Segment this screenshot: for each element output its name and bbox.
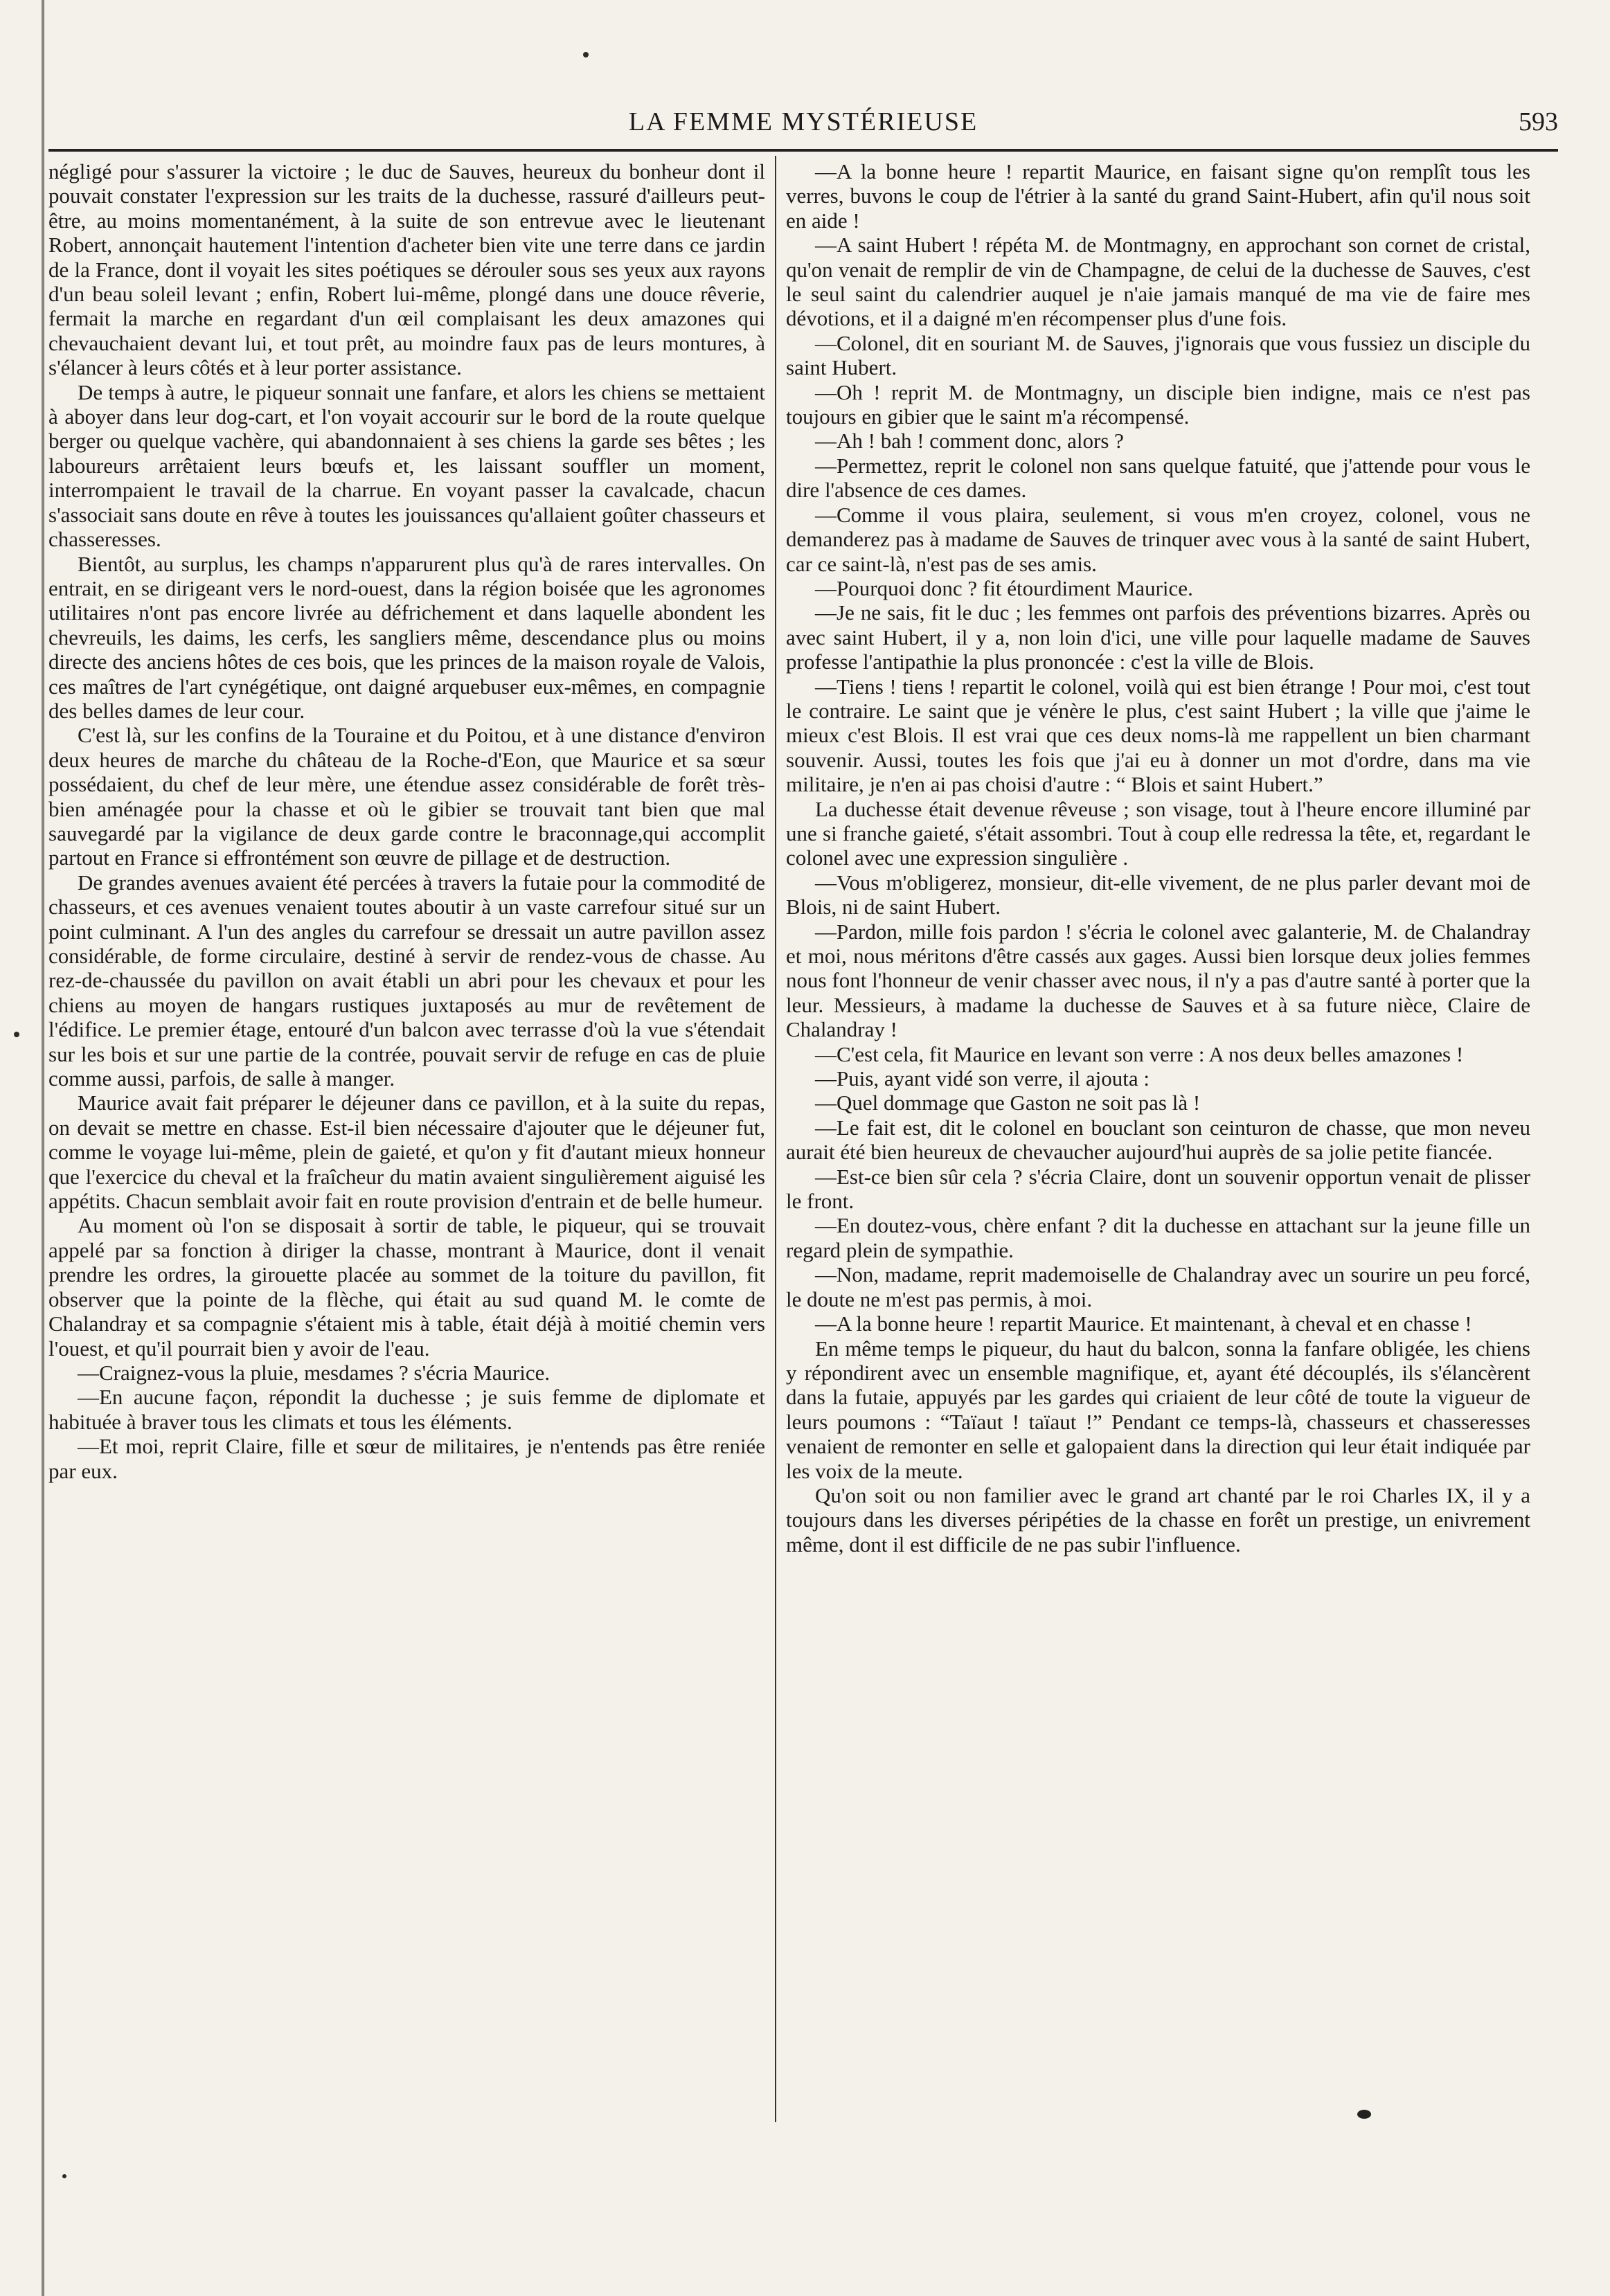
paragraph: —En aucune façon, répondit la duchesse ; je suis femme de diplomate et habituée à braver tous les climats et tous les éléments. — [48, 1385, 765, 1434]
paragraph: —Le fait est, dit le colonel en bouclant son ceinturon de chasse, que mon neveu aurait été bien heureux de chevaucher aujourd'hui auprès de sa jolie petite fiancée. — [786, 1115, 1530, 1165]
paragraph: —Vous m'obligerez, monsieur, dit-elle vivement, de ne plus parler devant moi de Blois, ni de saint Hubert. — [786, 870, 1530, 920]
paragraph: —Comme il vous plaira, seulement, si vous m'en croyez, colonel, vous ne demanderez pas à madame de Sauves de trinquer avec vous à la santé de saint Hubert, car ce saint-là, n'est pas de ses amis. — [786, 502, 1530, 576]
paragraph: En même temps le piqueur, du haut du balcon, sonna la fanfare obligée, les chiens y répondirent avec un ensemble magnifique, et, ayant été découplés, ils s'élancèrent dans la futaie, appuyés par les gardes qui criaient de leur côté de toute la vigueur de leurs poumons : “Taïaut ! taïaut !” Pendant ce temps-là, chasseurs et chasseresses venaient de remonter en selle et galopaient dans la direction qui leur était indiquée par les voix de la meute. — [786, 1336, 1530, 1483]
paragraph: —A saint Hubert ! répéta M. de Montmagny, en approchant son cornet de cristal, qu'on venait de remplir de vin de Champagne, de celui de la duchesse de Sauves, c'est le seul saint du calendrier auquel je n'aie jamais manqué de ma vie de faire mes dévotions, et il a daigné m'en récompenser plus d'une fois. — [786, 233, 1530, 331]
paragraph: —En doutez-vous, chère enfant ? dit la duchesse en attachant sur la jeune fille un regard plein de sympathie. — [786, 1213, 1530, 1262]
paragraph: —Et moi, reprit Claire, fille et sœur de militaires, je n'entends pas être reniée par eux. — [48, 1434, 765, 1483]
paragraph: —C'est cela, fit Maurice en levant son verre : A nos deux belles amazones ! — [815, 1041, 1464, 1066]
header-rule — [48, 149, 1558, 152]
paragraph: —Je ne sais, fit le duc ; les femmes ont parfois des préventions bizarres. Après ou avec saint Hubert, il y a, non loin d'ici, une ville pour laquelle madame de Sauves professe l'antipathie la plus prononcée : c'est la ville de Blois. — [786, 600, 1530, 674]
paragraph: —A la bonne heure ! repartit Maurice, en faisant signe qu'on remplît tous les verres, buvons le coup de l'étrier à la santé du grand Saint-Hubert, afin qu'il nous soit en aide ! — [786, 159, 1530, 233]
column-divider — [775, 156, 776, 2122]
paragraph: —Tiens ! tiens ! repartit le colonel, voilà qui est bien étrange ! Pour moi, c'est tout le contraire. Le saint que je vénère le plus, c'est saint Hubert ; la ville que j'aime le mieux c'est Blois. Il est vrai que ces deux noms-là me rappellent un bien charmant souvenir. Aussi, toutes les fois que j'ai eu à donner un mot d'ordre, dans ma vie militaire, je n'en ai pas choisi d'autre : “ Blois et saint Hubert.” — [786, 674, 1530, 797]
print-speck — [62, 2174, 66, 2178]
running-title: LA FEMME MYSTÉRIEUSE — [628, 107, 978, 136]
paragraph: —Pardon, mille fois pardon ! s'écria le colonel avec galanterie, M. de Chalandray et moi, nous méritons d'être cassés aux gages. Aussi bien lorsque deux jolies femmes nous font l'honneur de venir chasser avec nous, il n'y a pas d'autre santé à porter que la leur. Messieurs, à madame la duchesse de Sauves et à sa future nièce, Claire de Chalandray ! — [786, 919, 1530, 1042]
paragraph: La duchesse était devenue rêveuse ; son visage, tout à l'heure encore illuminé par une si franche gaieté, s'était assombri. Tout à coup elle redressa la tête, et, regardant le colonel avec une expression singulière . — [786, 796, 1530, 870]
paragraph: —Ah ! bah ! comment donc, alors ? — [815, 429, 1124, 454]
paragraph: —Colonel, dit en souriant M. de Sauves, j'ignorais que vous fussiez un disciple du saint Hubert. — [786, 330, 1530, 380]
paragraph: —Oh ! reprit M. de Montmagny, un disciple bien indigne, mais ce n'est pas toujours en gibier que le saint m'a récompensé. — [786, 379, 1530, 429]
print-speck — [14, 1032, 19, 1037]
print-speck — [583, 52, 589, 57]
paragraph: —A la bonne heure ! repartit Maurice. Et maintenant, à cheval et en chasse ! — [815, 1311, 1472, 1336]
paragraph: Bientôt, au surplus, les champs n'apparurent plus qu'à de rares intervalles. On entrait, en se dirigeant vers le nord-ouest, dans la région boisée que les agronomes utilitaires n'ont pas encore livrée au défrichement et dans laquelle abondent les chevreuils, les daims, les cerfs, les sangliers même, descendance plus ou moins directe des anciens hôtes de ces bois, que les princes de la maison royale de Valois, ces maîtres de l'art cynégétique, ont daigné arquebuser eux-mêmes, en compagnie des belles dames de leur cour. — [48, 551, 765, 723]
paragraph: —Pourquoi donc ? fit étourdiment Maurice. — [815, 575, 1193, 600]
paragraph: —Non, madame, reprit mademoiselle de Chalandray avec un sourire un peu forcé, le doute ne m'est pas permis, à moi. — [786, 1262, 1530, 1311]
binding-edge — [42, 0, 44, 2296]
paragraph: C'est là, sur les confins de la Touraine et du Poitou, et à une distance d'environ deux heures de marche du château de la Roche-d'Eon, que Maurice et sa sœur possédaient, du chef de leur mère, une étendue assez considérable de forêt très-bien aménagée pour la chasse et où le gibier se trouvait tant bien que mal sauvegardé par la vigilance de deux garde contre le braconnage,qui accomplit partout en France si effrontément son œuvre de pillage et de destruction. — [48, 723, 765, 870]
page-header — [48, 104, 1558, 145]
end-ornament — [1357, 2110, 1371, 2119]
paragraph: —Puis, ayant vidé son verre, il ajouta : — [815, 1066, 1150, 1091]
paragraph: —Quel dommage que Gaston ne soit pas là ! — [815, 1091, 1201, 1115]
paragraph: De grandes avenues avaient été percées à travers la futaie pour la commodité de chasseurs, et ces avenues venaient toutes aboutir à un vaste carrefour situé sur un point culminant. A l'un des angles du carrefour se dressait un autre pavillon assez considérable, de forme circulaire, destiné à servir de rendez-vous de chasse. Au rez-de-chaussée du pavillon on avait établi un abri pour les chevaux et pour les chiens au moyen de hangars rustiques juxtaposés au mur de revêtement de l'édifice. Le premier étage, entouré d'un balcon avec terrasse d'où la vue s'étendait sur les bois et sur une partie de la contrée, pouvait servir de refuge en cas de pluie comme aussi, parfois, de salle à manger. — [48, 870, 765, 1091]
paragraph: —Est-ce bien sûr cela ? s'écria Claire, dont un souvenir opportun venait de plisser le front. — [786, 1164, 1530, 1214]
paragraph: —Permettez, reprit le colonel non sans quelque fatuité, que j'attende pour vous le dire l'absence de ces dames. — [786, 453, 1530, 503]
paragraph: Qu'on soit ou non familier avec le grand art chanté par le roi Charles IX, il y a toujours dans les diverses péripéties de la chasse en forêt un prestige, un enivrement même, dont il est difficile de ne pas subir l'influence. — [786, 1482, 1530, 1557]
page-number: 593 — [1519, 107, 1558, 136]
paragraph: Au moment où l'on se disposait à sortir de table, le piqueur, qui se trouvait appelé par sa fonction à diriger la chasse, montrant à Maurice, dont il venait prendre les ordres, la girouette placée au sommet de la toiture du pavillon, fit observer que la pointe de la flèche, qui était au sud quand M. le comte de Chalandray et sa compagnie s'étaient mis à table, était déjà à moitié chemin vers l'ouest, et qu'il pourrait bien y avoir de l'eau. — [48, 1213, 765, 1361]
paragraph: Maurice avait fait préparer le déjeuner dans ce pavillon, et à la suite du repas, on devait se mettre en chasse. Est-il bien nécessaire d'ajouter que le déjeuner fut, comme le voyage lui-même, plein de gaieté, et qu'on y fit d'autant mieux honneur que l'exercice du cheval et la fraîcheur du matin avaient singulièrement aiguisé les appétits. Chacun semblait avoir fait en route provision d'entrain et de belle humeur. — [48, 1091, 765, 1214]
paragraph: —Craignez-vous la pluie, mesdames ? s'écria Maurice. — [78, 1360, 551, 1385]
paragraph: négligé pour s'assurer la victoire ; le duc de Sauves, heureux du bonheur dont il pouvait constater l'expression sur les traits de la duchesse, rassuré d'ailleurs peut-être, au moins momentanément, à la suite de son entrevue avec le lieutenant Robert, annonçait hautement l'intention d'acheter bien vite une terre dans ce jardin de la France, dont il voyait les sites poétiques se dérouler sous ses yeux aux rayons d'un beau soleil levant ; enfin, Robert lui-même, plongé dans une douce rêverie, fermait la marche en regardant d'un œil complaisant les deux amazones qui chevauchaient devant lui, et tout prêt, au moindre faux pas de leurs montures, à s'élancer à leurs côtés et à leur porter assistance. — [48, 159, 765, 380]
left-column — [48, 159, 765, 2112]
paragraph: De temps à autre, le piqueur sonnait une fanfare, et alors les chiens se mettaient à aboyer dans leur dog-cart, et l'on voyait accourir sur le bord de la route quelque berger ou quelque vachère, qui abandonnaient à ses chiens la garde ses bêtes ; les laboureurs arrêtaient leurs bœufs et, les laissant souffler un moment, interrompaient le travail de la charrue. En voyant passer la cavalcade, chacun s'associait sans doute en rêve à toutes les jouissances qu'allaient goûter chasseurs et chasseresses. — [48, 379, 765, 552]
right-column — [786, 159, 1530, 2091]
